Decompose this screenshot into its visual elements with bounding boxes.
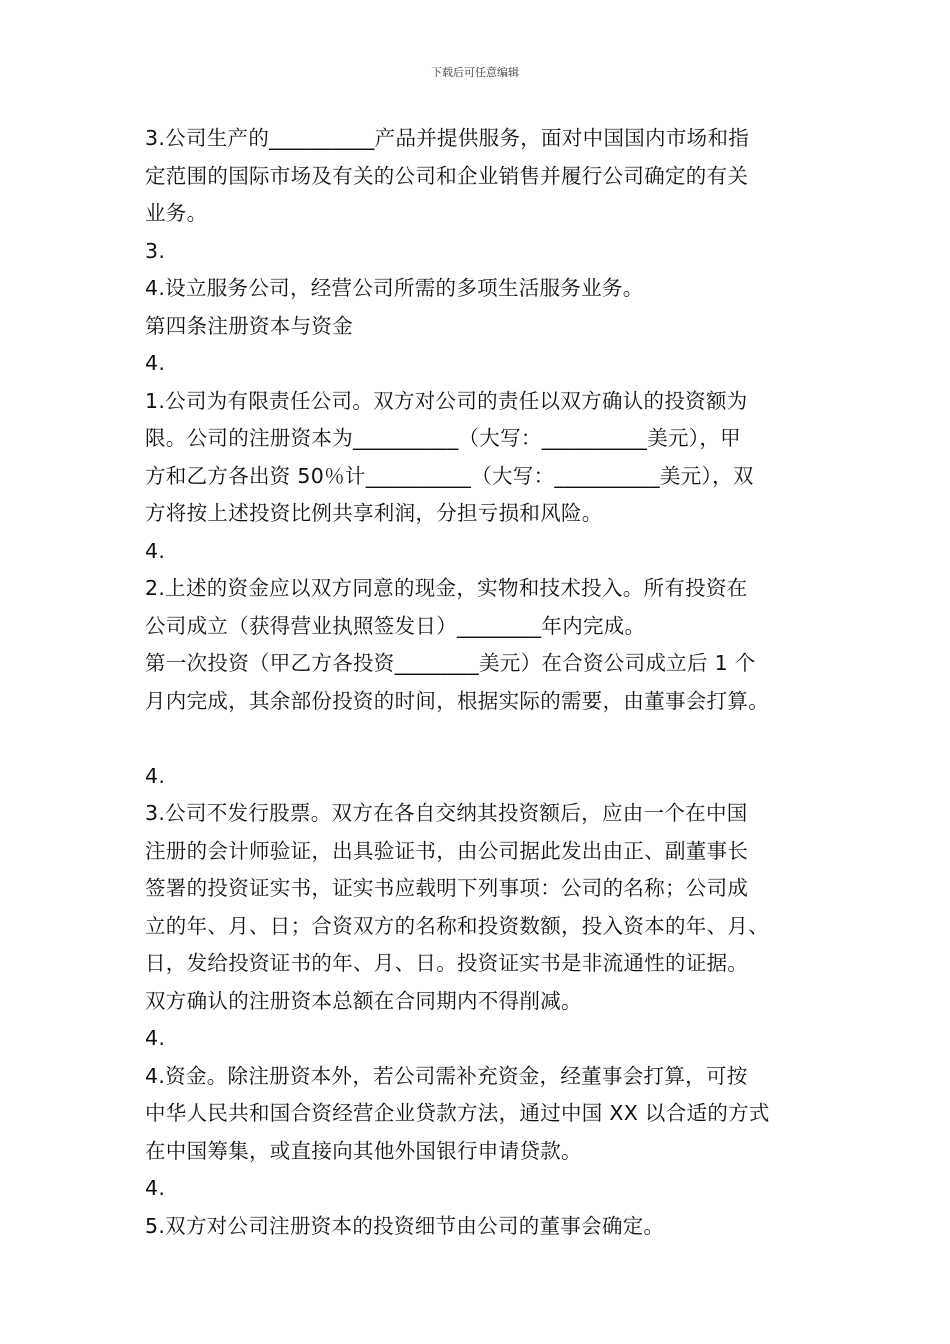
text-line: 3.公司生产的__________产品并提供服务，面对中国国内市场和指 [145, 126, 750, 150]
text-line: 定范围的国际市场及有关的公司和企业销售并履行公司确定的有关 [145, 163, 749, 188]
text-line: 4.设立服务公司，经营公司所需的多项生活服务业务。 [145, 276, 644, 300]
text-line: 日，发给投资证书的年、月、日。投资证实书是非流通性的证据。 [145, 951, 749, 975]
text-line: 1.公司为有限责任公司。双方对公司的责任以双方确认的投资额为 [145, 388, 748, 413]
text-line: 2.上述的资金应以双方同意的现金，实物和技术投入。所有投资在 [145, 576, 748, 600]
text-line: 公司成立（获得营业执照签发日）________年内完成。 [145, 613, 646, 638]
text-line: 月内完成，其余部份投资的时间，根据实际的需要，由董事会打算。 [145, 688, 769, 713]
text-line: 限。公司的注册资本为__________（大写：__________美元），甲 [145, 426, 741, 450]
text-line: 4. [145, 538, 166, 563]
text-line: 签署的投资证实书，证实书应载明下列事项：公司的名称；公司成 [145, 876, 749, 900]
text-line: 第一次投资（甲乙方各投资________美元）在合资公司成立后 1 个 [145, 651, 756, 675]
text-line: 双方确认的注册资本总额在合同期内不得削减。 [145, 988, 582, 1013]
section-heading: 第四条注册资本与资金 [145, 313, 353, 338]
text-line: 4.资金。除注册资本外，若公司需补充资金，经董事会打算，可按 [145, 1063, 748, 1088]
text-line: 业务。 [145, 201, 208, 225]
page-header: 下载后可任意编辑 [431, 66, 519, 79]
text-line: 4. [145, 1176, 166, 1200]
text-line: 4. [145, 763, 166, 788]
text-line: 方将按上述投资比例共享利润，分担亏损和风险。 [145, 501, 603, 525]
blank-line [145, 720, 825, 758]
text-line: 3. [145, 238, 166, 263]
text-line: 4. [145, 351, 166, 375]
text-line: 3.公司不发行股票。双方在各自交纳其投资额后，应由一个在中国 [145, 801, 748, 825]
text-line: 中华人民共和国合资经营企业贷款方法，通过中国 XX 以合适的方式 [145, 1101, 770, 1125]
text-line: 方和乙方各出资 50％计__________（大写：__________美元），双 [145, 463, 754, 488]
text-line: 立的年、月、日；合资双方的名称和投资数额，投入资本的年、月、 [145, 913, 769, 938]
document-body [145, 120, 825, 1245]
text-line: 在中国筹集，或直接向其他外国银行申请贷款。 [145, 1138, 582, 1163]
text-line: 注册的会计师验证，出具验证书，由公司据此发出由正、副董事长 [145, 838, 749, 863]
text-line: 5.双方对公司注册资本的投资细节由公司的董事会确定。 [145, 1213, 665, 1238]
text-line: 4. [145, 1026, 166, 1050]
